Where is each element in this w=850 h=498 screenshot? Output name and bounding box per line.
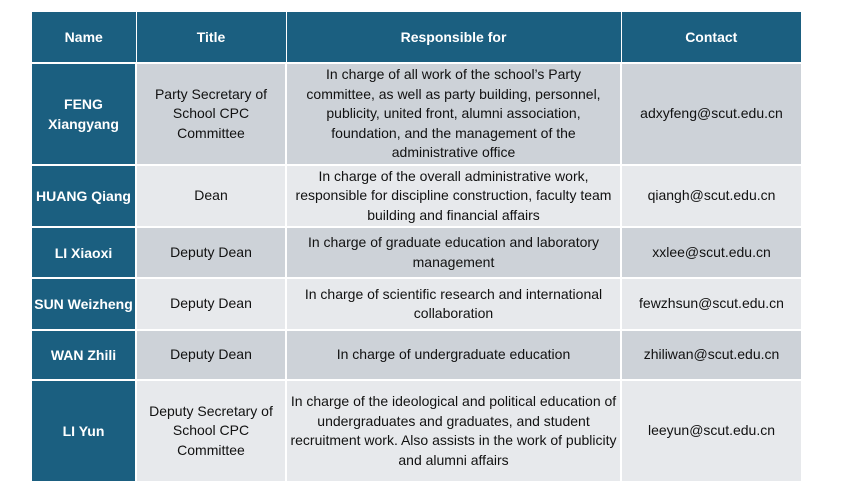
row-contact-email[interactable]: zhiliwan@scut.edu.cn — [621, 330, 801, 380]
row-name: SUN Weizheng — [32, 278, 136, 330]
row-responsibilities: In charge of all work of the school’s Party committee, as well as party building, personnel, publicity, united front, alumni association, foundation, and the management of the administrative office — [286, 63, 621, 165]
row-responsibilities: In charge of the ideological and political education of undergraduates and graduates, and student recruitment work. Also assists in the work of publicity and alumni affairs — [286, 380, 621, 482]
row-title: Deputy Dean — [136, 227, 286, 278]
table-header-row — [32, 12, 801, 63]
header-name: Name — [32, 12, 136, 63]
row-contact-email[interactable]: adxyfeng@scut.edu.cn — [621, 63, 801, 165]
row-title: Deputy Dean — [136, 330, 286, 380]
row-name: FENG Xiangyang — [32, 63, 136, 165]
row-title: Dean — [136, 165, 286, 227]
row-responsibilities: In charge of the overall administrative work, responsible for discipline construction, faculty team building and financial affairs — [286, 165, 621, 227]
table-row — [32, 278, 801, 330]
header-contact: Contact — [621, 12, 801, 63]
row-name: LI Xiaoxi — [32, 227, 136, 278]
table-row — [32, 380, 801, 482]
row-name: HUANG Qiang — [32, 165, 136, 227]
row-name: WAN Zhili — [32, 330, 136, 380]
row-contact-email[interactable]: qiangh@scut.edu.cn — [621, 165, 801, 227]
row-responsibilities: In charge of graduate education and laboratory management — [286, 227, 621, 278]
row-name: LI Yun — [32, 380, 136, 482]
row-responsibilities: In charge of scientific research and international collaboration — [286, 278, 621, 330]
row-contact-email[interactable]: fewzhsun@scut.edu.cn — [621, 278, 801, 330]
row-title: Party Secretary of School CPC Committee — [136, 63, 286, 165]
table-row — [32, 227, 801, 278]
leadership-table-container — [32, 12, 801, 483]
row-title: Deputy Secretary of School CPC Committee — [136, 380, 286, 482]
row-title: Deputy Dean — [136, 278, 286, 330]
header-title: Title — [136, 12, 286, 63]
row-contact-email[interactable]: xxlee@scut.edu.cn — [621, 227, 801, 278]
table-row — [32, 330, 801, 380]
table-row — [32, 63, 801, 165]
leadership-table — [32, 12, 801, 483]
row-responsibilities: In charge of undergraduate education — [286, 330, 621, 380]
row-contact-email[interactable]: leeyun@scut.edu.cn — [621, 380, 801, 482]
table-row — [32, 165, 801, 227]
header-responsible-for: Responsible for — [286, 12, 621, 63]
